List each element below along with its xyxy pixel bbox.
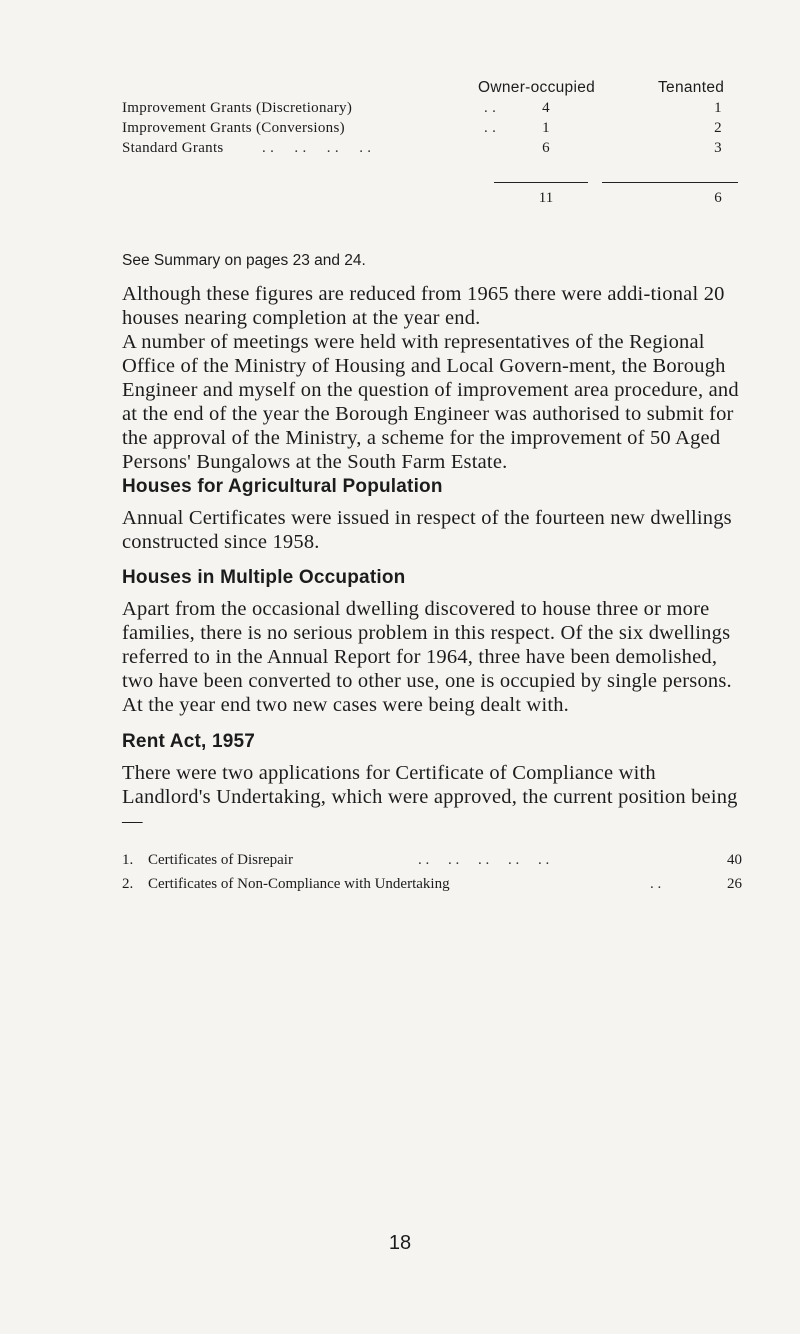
tenanted-header: Tenanted bbox=[658, 79, 725, 96]
owner-value: 6 bbox=[542, 140, 550, 156]
list-item bbox=[122, 872, 742, 896]
list-label: Certificates of Disrepair bbox=[148, 852, 293, 868]
page-number: 18 bbox=[388, 1232, 412, 1254]
list-value: 26 bbox=[727, 876, 742, 892]
tenanted-total: 6 bbox=[714, 190, 722, 206]
grants-table-header bbox=[122, 78, 742, 98]
list-item bbox=[122, 848, 742, 872]
owner-total-rule bbox=[494, 182, 588, 183]
tenanted-value: 2 bbox=[714, 120, 722, 136]
grant-label: Improvement Grants (Discretionary) bbox=[122, 100, 353, 116]
tenanted-value: 3 bbox=[714, 140, 722, 156]
grant-label: Standard Grants bbox=[122, 140, 224, 156]
list-label: Certificates of Non-Compliance with Undertaking bbox=[148, 876, 450, 892]
paragraph: There were two applications for Certificate of Compliance with Landlord's Undertaking, which were approved, the current position being— bbox=[122, 762, 738, 832]
list-number: 1. bbox=[122, 852, 134, 868]
paragraph: Although these figures are reduced from 1965 there were addi-tional 20 houses nearing completion at the year end. bbox=[122, 283, 725, 329]
leader-dots: . . bbox=[484, 100, 497, 116]
leader-dots: . . bbox=[650, 876, 662, 892]
table-row bbox=[122, 118, 742, 138]
paragraph: Apart from the occasional dwelling discovered to house three or more families, there is no serious problem in this respect. Of the six dwellings referred to in the Annual Report for 1964, three have been demolished, two have been converted to other use, one is occupied by single persons. At the year end two new cases were being dealt with. bbox=[122, 598, 732, 716]
list-number: 2. bbox=[122, 876, 134, 892]
table-row bbox=[122, 138, 742, 158]
leader-dots: . . . . . . . . bbox=[262, 140, 372, 156]
owner-value: 4 bbox=[542, 100, 550, 116]
section-heading: Houses in Multiple Occupation bbox=[122, 567, 406, 588]
grant-label: Improvement Grants (Conversions) bbox=[122, 120, 345, 136]
owner-occupied-header: Owner-occupied bbox=[478, 79, 596, 96]
leader-dots: . . bbox=[484, 120, 497, 136]
certificates-list bbox=[122, 848, 742, 896]
summary-note: See Summary on pages 23 and 24. bbox=[122, 252, 366, 269]
table-row bbox=[122, 98, 742, 118]
owner-total: 11 bbox=[538, 190, 554, 206]
section-heading: Rent Act, 1957 bbox=[122, 731, 256, 752]
list-value: 40 bbox=[727, 852, 742, 868]
paragraph: Annual Certificates were issued in respect of the fourteen new dwellings constructed since 1958. bbox=[122, 507, 732, 553]
section-heading: Houses for Agricultural Population bbox=[122, 476, 443, 497]
grants-table bbox=[122, 78, 742, 158]
paragraph: A number of meetings were held with representatives of the Regional Office of the Ministry of Housing and Local Govern-ment, the Borough Engineer and myself on the question of improvement area procedure, and at the end of the year the Borough Engineer was authorised to submit for the approval of the Ministry, a scheme for the improvement of 50 Aged Persons' Bungalows at the South Farm Estate. bbox=[122, 331, 739, 473]
tenanted-value: 1 bbox=[714, 100, 722, 116]
leader-dots: . . . . . . . . . . bbox=[418, 852, 550, 868]
tenanted-total-rule bbox=[602, 182, 738, 183]
owner-value: 1 bbox=[542, 120, 550, 136]
